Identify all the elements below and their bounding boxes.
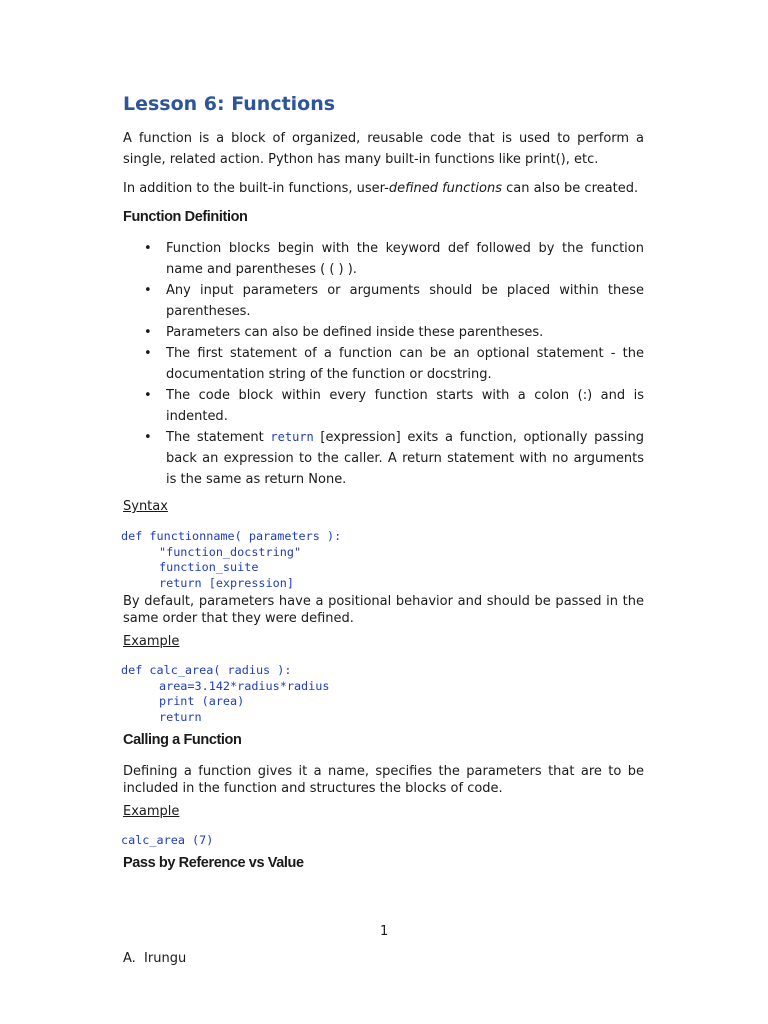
syntax-code-block (121, 529, 341, 591)
example-label-2: Example (123, 804, 180, 819)
list-item: • Any input parameters or arguments should be placed within these parentheses. (123, 280, 644, 322)
code-line: function_suite (159, 560, 259, 575)
list-item: • The first statement of a function can be an optional statement - the documentation string of the function or docstring. (123, 343, 644, 385)
code-line: print (area) (159, 694, 245, 709)
calling-paragraph: Defining a function gives it a name, specifies the parameters that are to be included in the function and structures the blocks of code. (123, 764, 644, 796)
example-code-block (121, 663, 329, 725)
list-item: • Parameters can also be defined inside these parentheses. (123, 322, 644, 343)
call-code-block (121, 833, 213, 849)
heading-function-definition: Function Definition (123, 209, 248, 225)
code-line: return [expression] (159, 575, 294, 590)
code-line: def functionname( parameters ): (121, 529, 342, 543)
bullet-icon: • (144, 388, 152, 403)
intro-paragraph-1: A function is a block of organized, reusable code that is used to perform a single, related action. Python has many built-in functions like print(), etc. (123, 131, 644, 167)
syntax-label: Syntax (123, 499, 168, 514)
bullet-icon: • (144, 346, 152, 361)
bullet-icon: • (144, 241, 152, 256)
page-number: 1 (380, 924, 389, 939)
intro-p2-italic: defined functions (388, 181, 502, 196)
list-item: • The statement return [expression] exits a function, optionally passing back an expression to the caller. A return statement with no arguments is the same as return None. (123, 427, 644, 490)
code-line: def calc_area( radius ): (121, 663, 292, 677)
bullet-icon: • (144, 325, 152, 340)
inline-code-return: return (270, 430, 314, 444)
definition-bullet-list (123, 238, 644, 490)
heading-calling-function: Calling a Function (123, 732, 242, 748)
code-line: calc_area (7) (121, 833, 214, 847)
code-line: return (159, 709, 202, 724)
intro-p2-text: In addition to the built-in functions, user- (123, 181, 389, 196)
example-label: Example (123, 634, 180, 649)
footer-author: A. Irungu (123, 951, 187, 966)
intro-paragraph-2 (123, 178, 644, 199)
code-line: area=3.142*radius*radius (159, 678, 330, 693)
list-item: • Function blocks begin with the keyword def followed by the function name and parentheses ( ( ) ). (123, 238, 644, 280)
default-behavior-paragraph: By default, parameters have a positional behavior and should be passed in the same order that they were defined. (123, 594, 644, 626)
code-line: "function_docstring" (159, 544, 302, 559)
list-item: • The code block within every function starts with a colon (:) and is indented. (123, 385, 644, 427)
heading-pass-by-reference: Pass by Reference vs Value (123, 855, 304, 871)
page-title: Lesson 6: Functions (123, 93, 336, 115)
bullet-icon: • (144, 430, 152, 445)
intro-p2-text-end: can also be created. (501, 181, 639, 196)
bullet-icon: • (144, 283, 152, 298)
